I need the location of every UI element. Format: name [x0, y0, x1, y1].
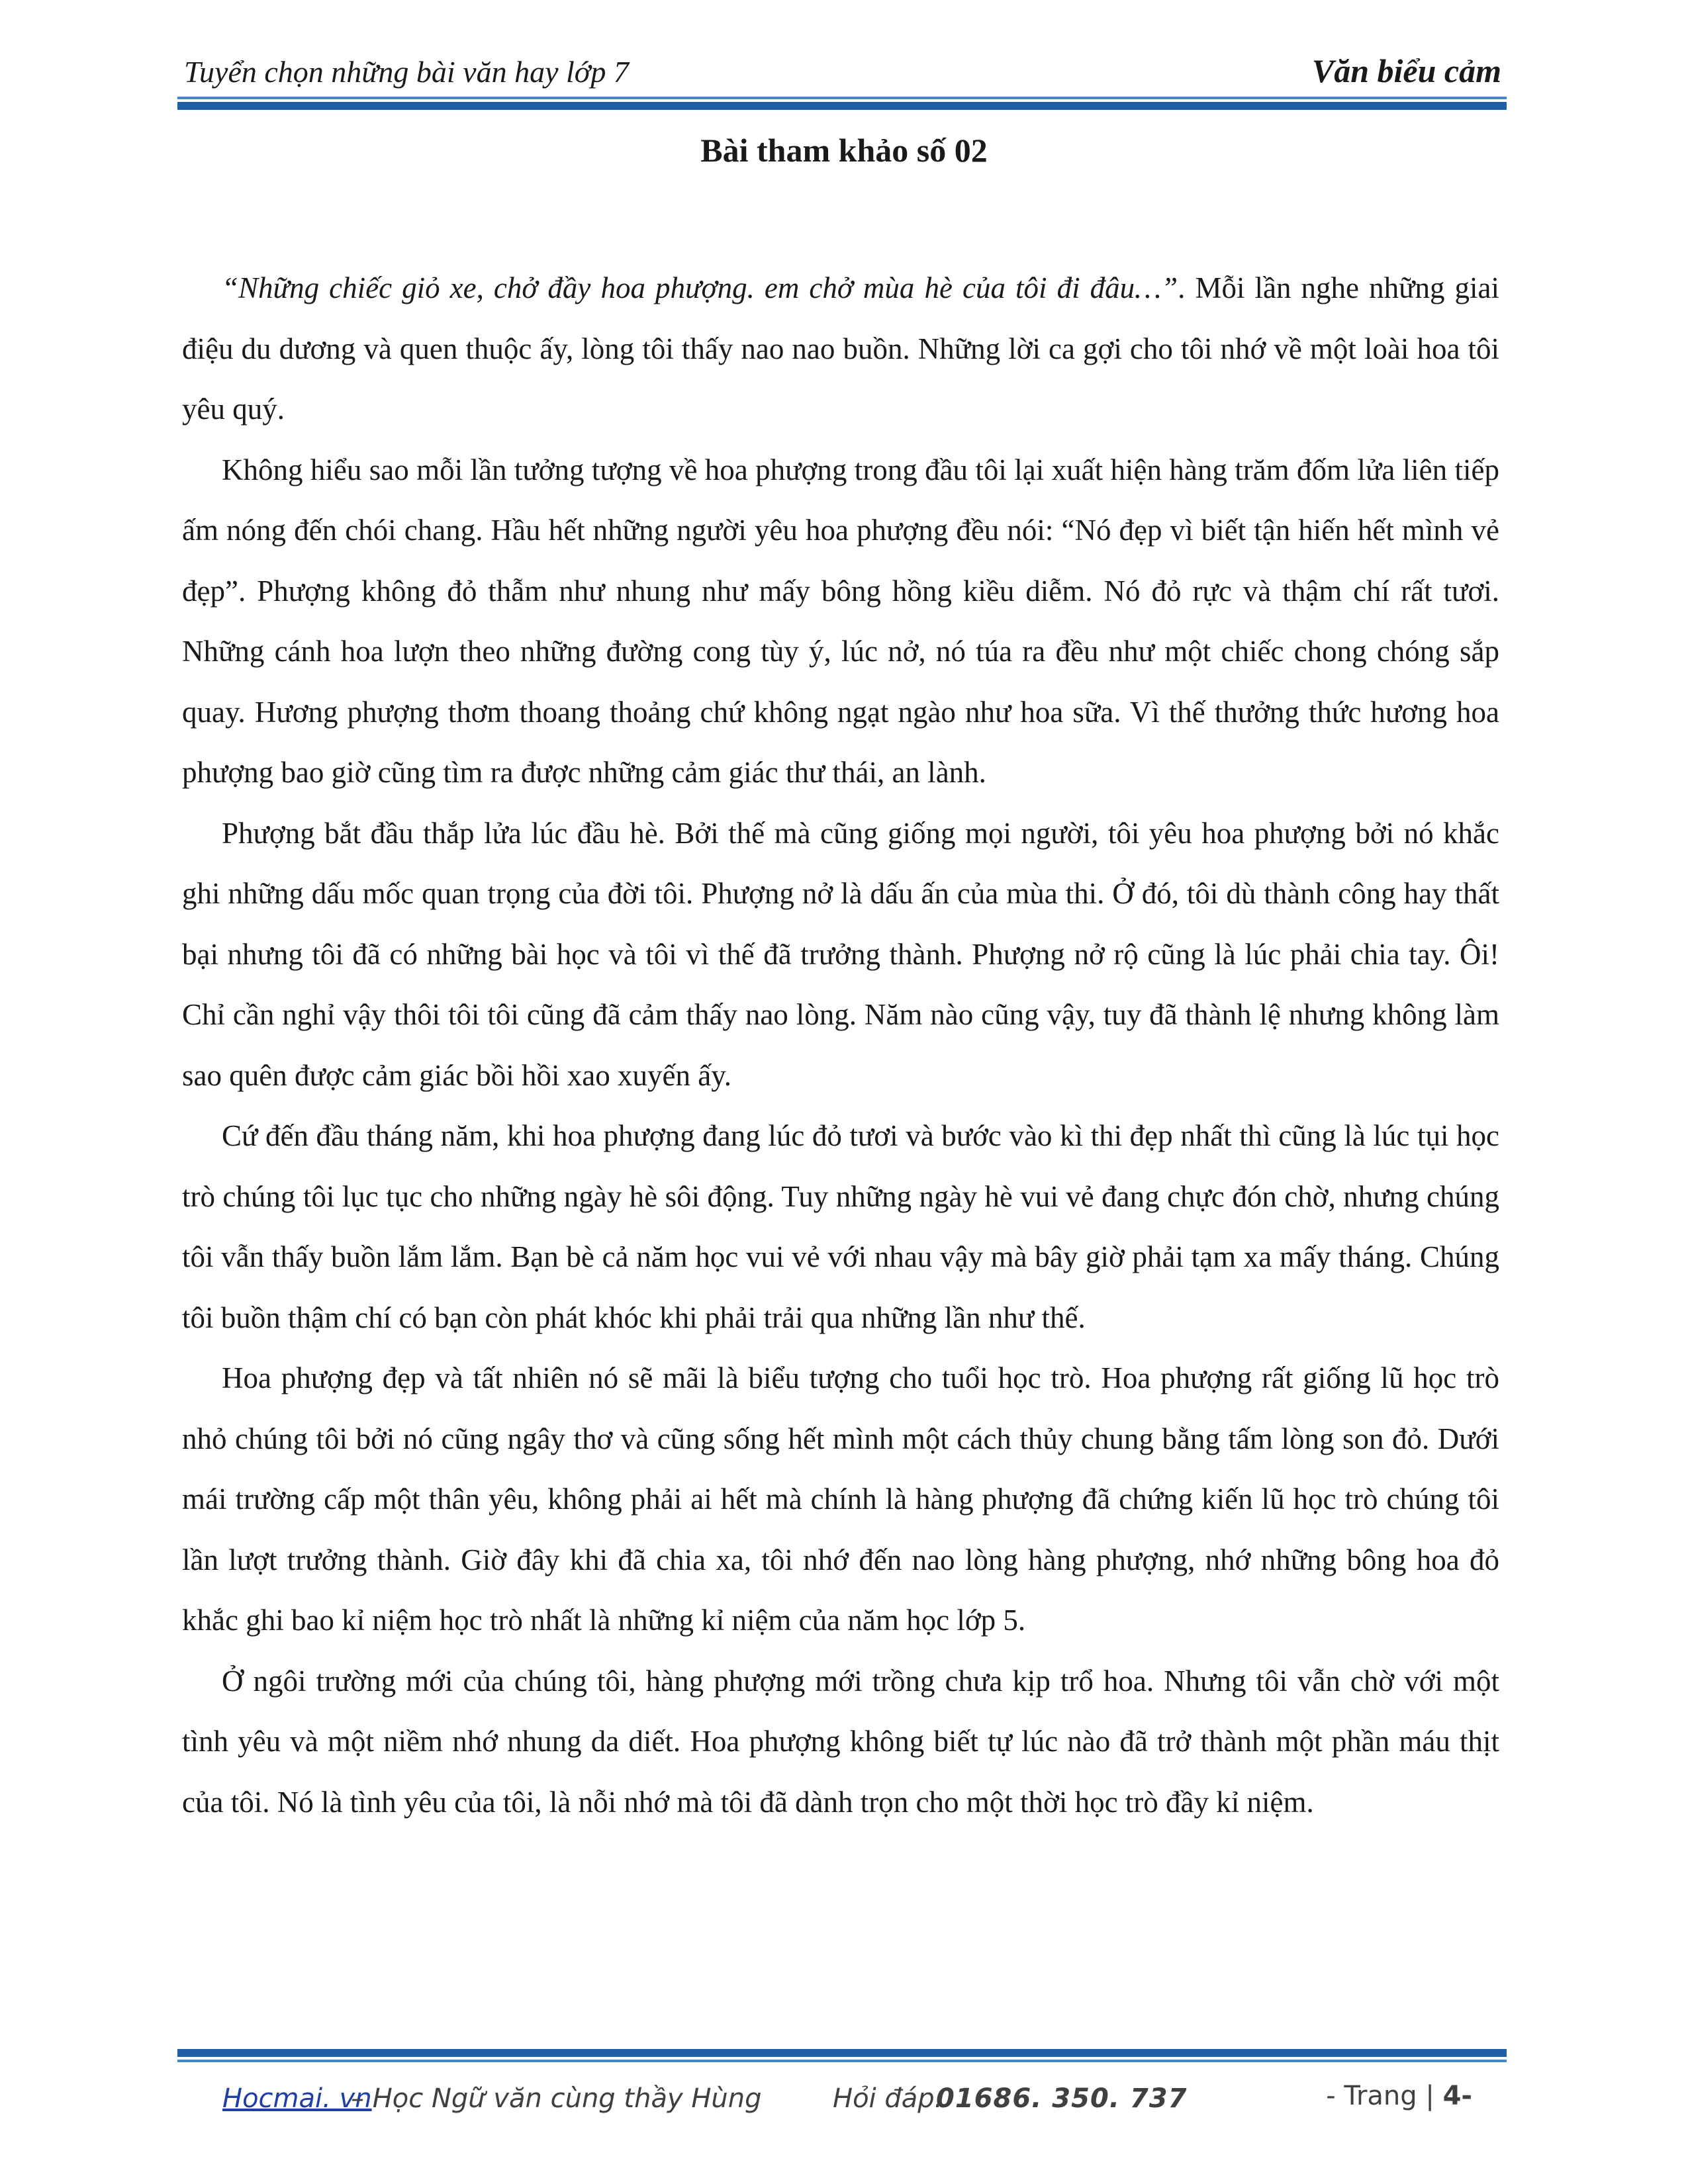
page-header: [177, 46, 1507, 106]
paragraph-3: Phượng bắt đầu thắp lửa lúc đầu hè. Bởi thế mà cũng giống mọi người, tôi yêu hoa phượng bởi nó khắc ghi những dấu mốc quan trọng của đời tôi. Phượng nở là dấu ấn của mùa thi. Ở đó, tôi dù thành công hay thất bại nhưng tôi đã có những bài học và tôi vì thế đã trưởng thành. Phượng nở rộ cũng là lúc phải chia tay. Ôi! Chỉ cần nghỉ vậy thôi tôi tôi cũng đã cảm thấy nao lòng. Năm nào cũng vậy, tuy đã thành lệ nhưng không làm sao quên được cảm giác bồi hồi xao xuyến ấy.: [182, 816, 1499, 1092]
footer-page-number: 4-: [1442, 2081, 1472, 2111]
footer-qa-label: Hỏi đáp:: [833, 2083, 944, 2114]
footer-rule-thick: [177, 2049, 1507, 2057]
footer-page-indicator: [1326, 2081, 1472, 2111]
song-quote: “Những chiếc giỏ xe, chở đầy hoa phượng. em chở mùa hè của tôi đi đâu…”: [222, 271, 1178, 304]
paragraph-5: Hoa phượng đẹp và tất nhiên nó sẽ mãi là biểu tượng cho tuổi học trò. Hoa phượng rất giống lũ học trò nhỏ chúng tôi bởi nó cũng ngây thơ và cũng sống hết mình một cách thủy chung bằng tấm lòng son đỏ. Dưới mái trường cấp một thân yêu, không phải ai hết mà chính là hàng phượng đã chứng kiến lũ học trò chúng tôi lần lượt trưởng thành. Giờ đây khi đã chia xa, tôi nhớ đến nao lòng hàng phượng, nhớ những bông hoa đỏ khắc ghi bao kỉ niệm học trò nhất là những kỉ niệm của năm học lớp 5.: [182, 1361, 1499, 1637]
header-rule-thick: [177, 102, 1507, 110]
header-book-title: Tuyển chọn những bài văn hay lớp 7: [184, 55, 629, 89]
footer-site-link[interactable]: Hocmai. vn: [222, 2083, 372, 2114]
paragraph-1: [182, 258, 1499, 440]
footer-page-label: - Trang |: [1326, 2081, 1434, 2111]
header-rule-thin: [177, 97, 1507, 99]
page-footer: [177, 2049, 1507, 2122]
footer-rule-thin: [177, 2060, 1507, 2062]
essay-body: [182, 258, 1499, 1833]
header-section-title: Văn biểu cảm: [1311, 52, 1501, 89]
paragraph-1-text: . Mỗi lần nghe những giai điệu du dương và quen thuộc ấy, lòng tôi thấy nao nao buồn. Những lời ca gợi cho tôi nhớ về một loài hoa tôi yêu quý.: [182, 271, 1499, 426]
paragraph-4: Cứ đến đầu tháng năm, khi hoa phượng đang lúc đỏ tươi và bước vào kì thi đẹp nhất thì cũng là lúc tụi học trò chúng tôi lục tục cho những ngày hè sôi động. Tuy những ngày hè vui vẻ đang chực đón chờ, nhưng chúng tôi vẫn thấy buồn lắm lắm. Bạn bè cả năm học vui vẻ với nhau vậy mà bây giờ phải tạm xa mấy tháng. Chúng tôi buồn thậm chí có bạn còn phát khóc khi phải trải qua những lần như thế.: [182, 1119, 1499, 1334]
paragraph-2: Không hiểu sao mỗi lần tưởng tượng về hoa phượng trong đầu tôi lại xuất hiện hàng trăm đốm lửa liên tiếp ấm nóng đến chói chang. Hầu hết những người yêu hoa phượng đều nói: “Nó đẹp vì biết tận hiến hết mình vẻ đẹp”. Phượng không đỏ thẫm như nhung như mấy bông hồng kiều diễm. Nó đỏ rực và thậm chí rất tươi. Những cánh hoa lượn theo những đường cong tùy ý, lúc nở, nó túa ra đều như một chiếc chong chóng sắp quay. Hương phượng thơm thoang thoảng chứ không ngạt ngào như hoa sữa. Vì thế thưởng thức hương hoa phượng bao giờ cũng tìm ra được những cảm giác thư thái, an lành.: [182, 453, 1499, 789]
page-title: Bài tham khảo số 02: [700, 132, 988, 169]
paragraph-6: Ở ngôi trường mới của chúng tôi, hàng phượng mới trồng chưa kịp trổ hoa. Nhưng tôi vẫn chờ với một tình yêu và một niềm nhớ nhung da diết. Hoa phượng không biết tự lúc nào đã trở thành một phần máu thịt của tôi. Nó là tình yêu của tôi, là nỗi nhớ mà tôi đã dành trọn cho một thời học trò đầy kỉ niệm.: [182, 1664, 1499, 1819]
footer-phone-number: 01686. 350. 737: [936, 2083, 1188, 2114]
footer-course-text: – Học Ngữ văn cùng thầy Hùng: [351, 2083, 762, 2114]
